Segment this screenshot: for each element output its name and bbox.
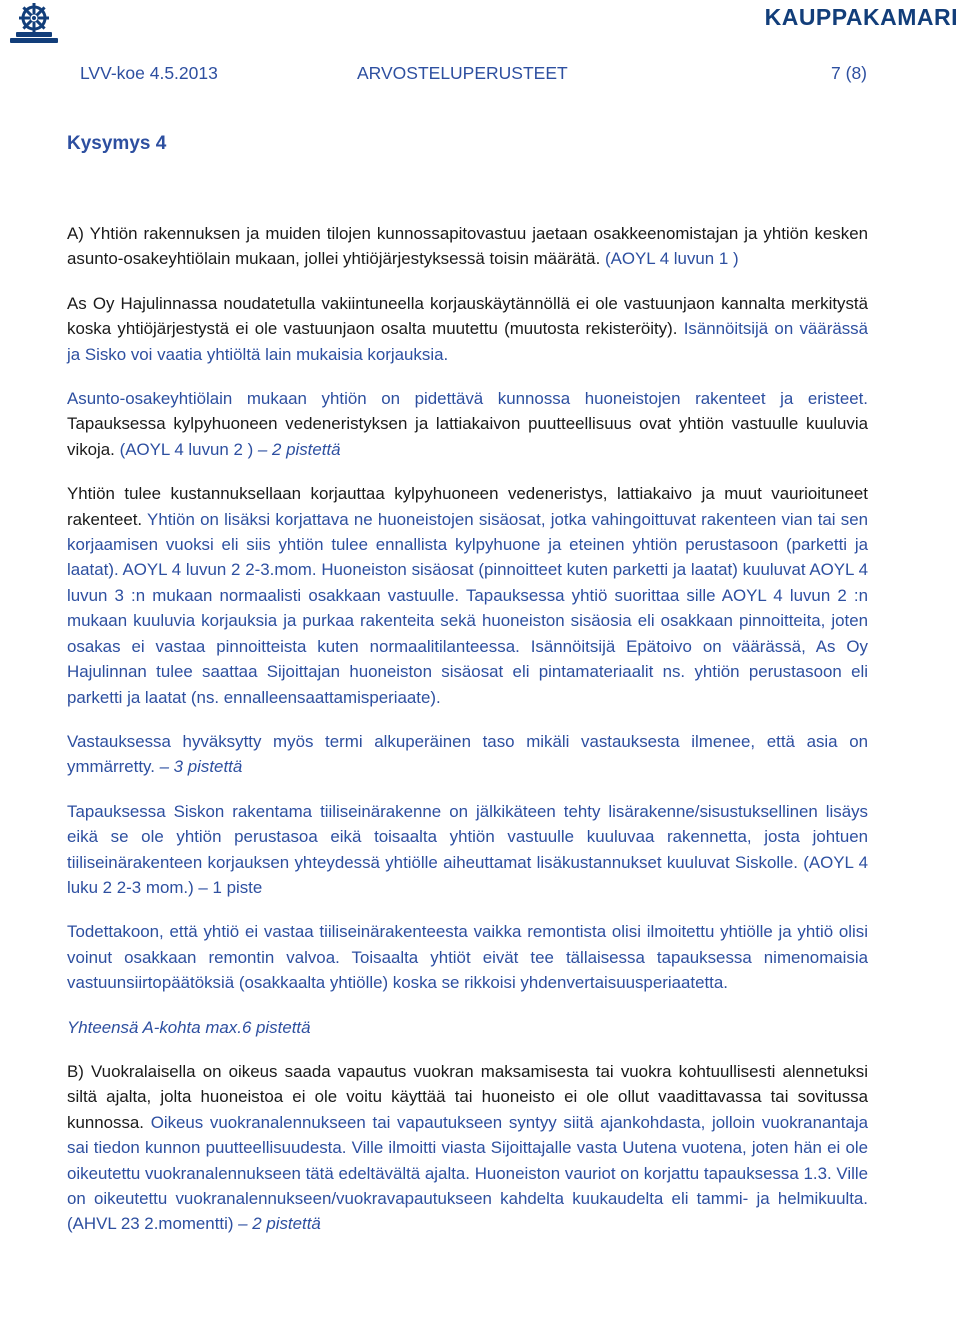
- accepted-text: Vastauksessa hyväksytty myös termi alkuperäinen taso mikäli vastauksesta ilmenee, että asia on ymmärretty.: [67, 731, 868, 777]
- part-a-total: Yhteensä A-kohta max.6 pistettä: [67, 1017, 311, 1037]
- paragraph-structures: [67, 386, 868, 462]
- snowflake-emblem-icon: [6, 2, 62, 46]
- structures-points: – 2 pistettä: [257, 439, 341, 459]
- paragraph-brickwall: Tapauksessa Siskon rakentama tiiliseinärakenne on jälkikäteen tehty lisärakenne/sisustuksellinen lisäys eikä se ole yhtiön perustasoa eikä toisaalta yhtiön vastuulle kuuluvaa rakennetta, josta johtuen tiiliseinärakenteen korjauksen yhteydessä yhtiölle aiheuttamat lisäkustannukset kuuluvat Siskolle. (AOYL 4 luku 2 2-3 mom.) – 1 piste: [67, 801, 868, 897]
- brand-logo: KAUPPAKAMARI: [764, 4, 958, 30]
- rent-detail: Oikeus vuokranalennukseen tai vapautukseen syntyy siitä ajankohdasta, jolloin vuokranantaja sai tiedon kunnon puutteellisuudesta. Ville ilmoitti viasta Sijoittajalle vasta Uutena vuotena, joten hän ei ole oikeutettu vuokranalennukseen tätä edeltävältä ajalta. Huoneiston vauriot on korjattu tapauksessa 1.3. Ville on oikeutettu vuokranalennukseen/vuokravapautukseen kahdelta kuukaudelta eli tammi- ja helmikuulta.: [67, 1112, 868, 1208]
- repairs-detail: Yhtiön on lisäksi korjattava ne huoneistojen sisäosat, jotka vahingoittuvat rakenteen vian tai sen korjaamisen vuoksi eli siis yhtiön tulee ennallista kylpyhuone ja eteinen yhtiön perustasoon (parketti ja laatat). AOYL 4 luvun 2 2-3.mom. Huoneiston sisäosat (pinnoitteet kuten parketti ja laatat) kuuluvat AOYL 4 luvun 3 :n mukaan normaalisti osakkaan vastuulle. Tapauksessa yhtiö suorittaa sille AOYL 4 luvun 2 :n mukaan kuuluvia korjauksia ja purkaa rakenteita sekä huoneiston sisäosia eli osakkaan pinnoitteita, joten osakas ei vastaa pinnoitteista kuten normaalitilanteessa. Isännöitsijä Epätoivo on väärässä, As Oy Hajulinnan tulee saattaa Sijoittajan huoneiston sisäosat eli pintamateriaalit ns. yhtiön perustasoon eli parketti ja laatat (ns. ennalleensaattamisperiaate).: [67, 509, 868, 707]
- rent-text: B) Vuokralaisella on oikeus saada vapautus vuokran maksamisesta tai vuokra kohtuullisesti alennetuksi siltä ajalta, jolta huoneistoa ei ole voitu käyttää tai huoneisto ei ole ollut vaadittavassa tai sovitussa kunnossa.: [67, 1061, 868, 1132]
- question-title: Kysymys 4: [67, 133, 167, 154]
- page-header: [80, 63, 867, 87]
- document-type: ARVOSTELUPERUSTEET: [357, 63, 568, 83]
- structures-reference: (AOYL 4 luvun 2 ): [119, 439, 258, 459]
- intro-text: A) Yhtiön rakennuksen ja muiden tilojen kunnossapitovastuu jaetaan osakkeenomistajan ja yhtiön kesken asunto-osakeyhtiölain mukaan, jollei yhtiöjärjestyksessä toisin määrätä.: [67, 224, 868, 269]
- paragraph-part-b: [67, 1059, 868, 1237]
- exam-date: LVV-koe 4.5.2013: [80, 63, 218, 83]
- structures-case: Tapauksessa kylpyhuoneen vedeneristyksen ja lattiakaivon puutteellisuus ovat yhtiön vastuulle kuuluvia vikoja.: [67, 414, 868, 459]
- paragraph-practice: [67, 291, 868, 367]
- rent-reference: (AHVL 23 2.momentti): [67, 1214, 239, 1234]
- accepted-points: – 3 pistettä: [159, 757, 243, 777]
- paragraph-accepted: [67, 729, 868, 780]
- page-number: 7 (8): [831, 63, 867, 83]
- paragraph-note: Todettakoon, että yhtiö ei vastaa tiiliseinärakenteesta vaikka remontista olisi ilmoitettu yhtiölle ja yhtiö olisi voinut osakkaan remontin valvoa. Toisaalta yhtiöt eivät tee tällaisessa tapauksessa nimenomaisia vastuunsiirtopäätöksiä (osakkaalta yhtiölle) koska se rikkoisi yhdenvertaisuusperiaatetta.: [67, 922, 868, 993]
- law-reference: (AOYL 4 luvun 1 ): [604, 249, 739, 269]
- paragraph-repairs: [67, 481, 868, 710]
- practice-conclusion: Isännöitsijä on väärässä ja Sisko voi vaatia yhtiöltä lain mukaisia korjauksia.: [67, 319, 869, 364]
- rent-points: – 2 pistettä: [238, 1214, 321, 1234]
- structures-rule: Asunto-osakeyhtiölain mukaan yhtiön on pidettävä kunnossa huoneistojen rakenteet ja eristeet.: [67, 389, 868, 409]
- document-body: [67, 221, 868, 1256]
- paragraph-intro: [67, 221, 868, 272]
- repairs-text: Yhtiön tulee kustannuksellaan korjauttaa kylpyhuoneen vedeneristys, lattiakaivo ja muut vaurioituneet rakenteet.: [67, 484, 868, 529]
- practice-text: As Oy Hajulinnassa noudatetulla vakiintuneella korjauskäytännöllä ei ole vastuunjaon kannalta merkitystä koska yhtiöjärjestystä ei ole vastuunjaon osalta muutettu (muutosta rekisteröity).: [67, 293, 868, 339]
